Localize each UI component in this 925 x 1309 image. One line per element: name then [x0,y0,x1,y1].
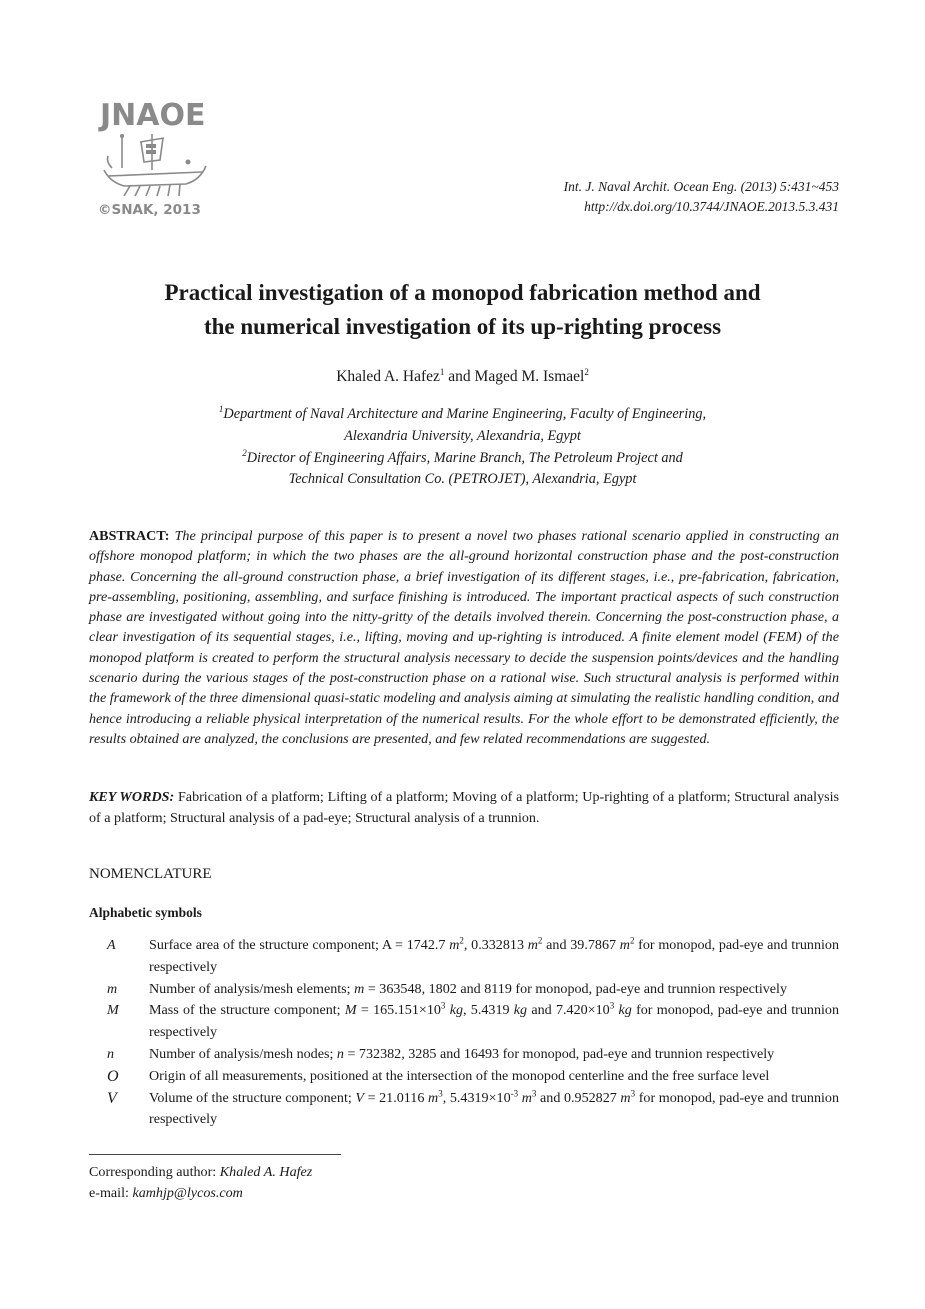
list-item [89,1088,839,1132]
author-line [60,368,865,386]
ship-icon [100,132,208,198]
author-name: Khaled A. Hafez [219,1164,313,1180]
exponent: -3 [510,1087,519,1098]
abstract [89,526,839,749]
desc-text: , 5.4319 [463,1002,514,1019]
keywords-label: KEY WORDS: [89,789,175,805]
symbol-description: Origin of all measurements, positioned at the intersection of the monopod centerline and the free surface level [149,1067,770,1084]
exponent: 2 [537,935,543,946]
footnote-label: e-mail: [89,1185,133,1201]
desc-text: , 5.4319×10 [442,1089,511,1106]
symbol: n [107,1045,115,1062]
desc-text: = 21.0116 [363,1089,429,1106]
symbol-description [149,979,839,1001]
nomenclature-heading: NOMENCLATURE [89,866,212,882]
desc-text: = 363548, 1802 and 8119 for monopod, pad-eye and trunnion respectively [364,980,788,997]
alphabetic-symbols-heading: Alphabetic symbols [89,905,202,920]
journal-citation-block [564,177,839,217]
affiliation-line: Alexandria University, Alexandria, Egypt [344,427,581,444]
affiliation-text: Department of Naval Architecture and Marine Engineering, Faculty of Engineering, [223,406,707,422]
affiliation-marker: 2 [584,366,589,377]
symbol-description [149,935,839,979]
unit: m [620,1089,631,1106]
email-line [89,1183,312,1204]
exponent: 3 [609,1000,615,1011]
affiliations [60,404,865,491]
symbol-description [149,1088,839,1132]
exponent: 2 [459,935,464,946]
affiliation-line [60,448,865,470]
journal-citation: Int. J. Naval Archit. Ocean Eng. (2013) 5:431~453 [563,179,839,194]
paper-title [60,276,865,344]
desc-text: Mass of the structure component; [149,1002,345,1019]
affiliation-line [60,404,865,426]
affiliation-text: Director of Engineering Affairs, Marine Branch, The Petroleum Project and [246,449,683,466]
desc-text: Number of analysis/mesh elements; [149,980,355,997]
corresponding-author [89,1162,312,1183]
variable: V [355,1089,364,1106]
desc-text: for monopod, pad-eye and trunnion respectively [149,937,840,975]
variable: n [336,1045,344,1062]
affiliation-marker: 1 [218,404,224,415]
logo-copyright: ©SNAK, 2013 [98,202,201,218]
exponent: 2 [629,935,635,946]
footnote [89,1162,312,1204]
desc-text: , 0.332813 [463,937,528,953]
desc-text: for monopod, pad-eye and trunnion respectively [149,1089,839,1128]
desc-text: = 732382, 3285 and 16493 for monopod, pad-eye and trunnion respectively [343,1045,775,1062]
unit: m [449,937,460,953]
affiliation-marker: 2 [242,447,247,458]
symbol: V [107,1089,117,1107]
desc-text: Number of analysis/mesh nodes; [149,1045,337,1062]
unit: kg [618,1002,632,1019]
desc-text: and 39.7867 [542,937,620,953]
variable: m [354,980,365,997]
symbol: A [107,937,116,953]
abstract-text: The principal purpose of this paper is to present a novel two phases rational scenario applied in constructing an offshore monopod platform; in which the two phases are the all-ground horizontal construction phase and the post-construction phase. Concerning the all-ground construction phase, a brief investigation of its different stages, i.e., pre-fabrication, fabrication, pre-assembling, positioning, assembling, and surface finishing is introduced. The important practical aspects of such construction phase are investigated without going into the nitty-gritty of the details involved therein. Concerning the post-construction phase, a clear investigation of its sequential stages, i.e., lifting, moving and up-righting is introduced. A finite element model (FEM) of the monopod platform is created to perform the structural analysis necessary to decide the suspension points/devices and the handling scenario during the various stages of the post-construction phase on a rational wise. Such structural analysis is performed within the framework of the three dimensional quasi-static modeling and analysis aiming at simulating the realistic handling condition, and hence introducing a reliable physical interpretation of the numerical results. For the whole effort to be demonstrated efficiently, the results obtained are analyzed, the conclusions are presented, and few related recommendations are suggested. [89,528,839,747]
symbol-list [89,935,839,1131]
desc-text: and 0.952827 [536,1089,621,1106]
footnote-divider [89,1154,341,1155]
author-name: Maged M. Ismael [474,368,585,385]
variable: M [344,1002,357,1019]
symbol-description [149,1000,839,1044]
symbol: M [107,1002,119,1019]
doi-link[interactable]: http://dx.doi.org/10.3744/JNAOE.2013.5.3.431 [584,199,839,214]
exponent: 3 [531,1087,537,1098]
symbol: O [107,1067,119,1085]
author-name: Khaled A. Hafez [336,368,440,385]
unit: m [521,1089,532,1106]
unit: m [428,1089,439,1106]
exponent: 3 [440,1000,446,1011]
exponent: 3 [438,1087,443,1098]
symbol: m [107,980,118,997]
desc-text: for monopod, pad-eye and trunnion respectively [149,1002,840,1041]
author-conjunction: and [444,368,475,385]
title-line: Practical investigation of a monopod fabrication method and [164,280,761,305]
keywords [89,787,839,829]
unit: m [619,937,630,953]
desc-text: Volume of the structure component; [149,1089,356,1106]
abstract-label: ABSTRACT: [89,528,170,544]
list-item [89,1000,839,1044]
exponent: 3 [630,1087,636,1098]
desc-text: Surface area of the structure component; A = 1742.7 [149,937,450,953]
desc-text: and 7.420×10 [527,1002,610,1019]
affiliation-marker: 1 [439,366,445,377]
desc-text: = 165.151×10 [356,1002,441,1019]
unit: kg [513,1002,528,1019]
symbol-description [149,1044,839,1066]
unit: kg [449,1002,463,1019]
journal-logo [96,98,211,223]
title-line: the numerical investigation of its up-righting process [203,314,722,339]
list-item [89,1066,839,1088]
list-item [89,935,839,979]
list-item [89,979,839,1001]
logo-acronym: JNAOE [100,98,206,133]
list-item [89,1044,839,1066]
footnote-label: Corresponding author: [89,1164,220,1180]
keywords-text: Fabrication of a platform; Lifting of a platform; Moving of a platform; Up-righting of a platform; Structural analysis of a platform; Structural analysis of a pad-eye; Structural analysis of a trunnion. [89,789,839,826]
affiliation-line: Technical Consultation Co. (PETROJET), Alexandria, Egypt [288,471,637,488]
unit: m [527,937,538,953]
email-link[interactable]: kamhjp@lycos.com [132,1185,243,1201]
